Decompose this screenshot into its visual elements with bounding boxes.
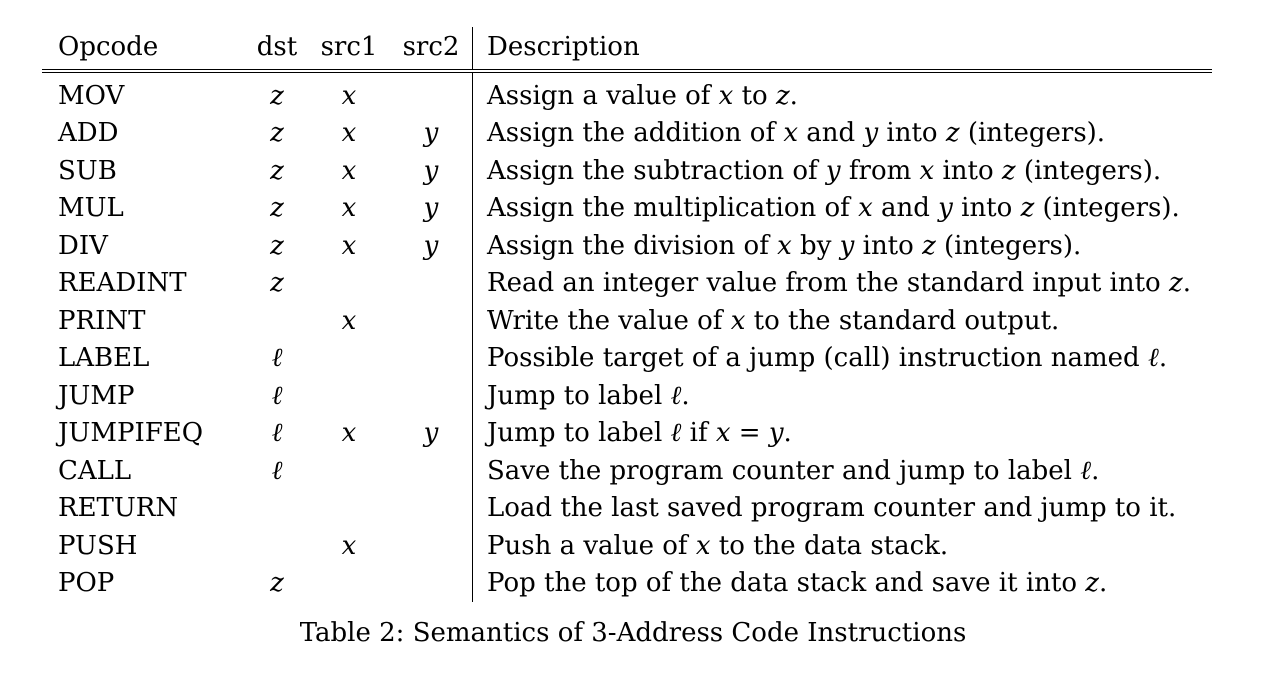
cell-description: Jump to label ℓ if x = y. bbox=[473, 415, 1213, 453]
header-src1: src1 bbox=[308, 27, 390, 71]
table-row bbox=[42, 527, 1212, 565]
cell-dst: z bbox=[270, 80, 284, 111]
cell-opcode: MOV bbox=[58, 80, 125, 111]
cell-src2 bbox=[390, 265, 473, 303]
cell-description: Jump to label ℓ. bbox=[473, 377, 1213, 415]
cell-src2: y bbox=[423, 118, 439, 149]
cell-description: Assign the addition of x and y into z (integers). bbox=[473, 115, 1213, 153]
cell-dst: z bbox=[270, 155, 284, 186]
table-row bbox=[42, 115, 1212, 153]
cell-src1 bbox=[308, 490, 390, 528]
table-row bbox=[42, 340, 1212, 378]
cell-opcode: POP bbox=[58, 568, 115, 599]
cell-dst bbox=[246, 302, 308, 340]
cell-opcode: LABEL bbox=[58, 343, 150, 374]
header-description: Description bbox=[473, 27, 1213, 71]
table-row bbox=[42, 302, 1212, 340]
cell-opcode: PRINT bbox=[58, 305, 146, 336]
cell-src1: x bbox=[341, 193, 357, 224]
header-dst: dst bbox=[246, 27, 308, 71]
cell-dst: ℓ bbox=[271, 343, 283, 374]
cell-dst: z bbox=[270, 230, 284, 261]
cell-src1 bbox=[308, 265, 390, 303]
cell-src1: x bbox=[341, 155, 357, 186]
cell-description: Assign the division of x by y into z (integers). bbox=[473, 227, 1213, 265]
table-row bbox=[42, 152, 1212, 190]
cell-opcode: SUB bbox=[58, 155, 117, 186]
cell-src2: y bbox=[423, 418, 439, 449]
cell-description: Save the program counter and jump to label ℓ. bbox=[473, 452, 1213, 490]
table-row bbox=[42, 71, 1212, 115]
cell-src1 bbox=[308, 377, 390, 415]
table-row bbox=[42, 227, 1212, 265]
cell-description: Possible target of a jump (call) instruction named ℓ. bbox=[473, 340, 1213, 378]
header-src2: src2 bbox=[390, 27, 473, 71]
cell-description: Assign the subtraction of y from x into z (integers). bbox=[473, 152, 1213, 190]
cell-description: Read an integer value from the standard input into z. bbox=[473, 265, 1213, 303]
table-body bbox=[42, 71, 1212, 602]
table-row bbox=[42, 565, 1212, 603]
cell-src1: x bbox=[341, 230, 357, 261]
cell-dst: z bbox=[270, 193, 284, 224]
cell-description: Write the value of x to the standard output. bbox=[473, 302, 1213, 340]
cell-opcode: DIV bbox=[58, 230, 108, 261]
cell-dst: z bbox=[270, 568, 284, 599]
cell-src2 bbox=[390, 527, 473, 565]
header-opcode: Opcode bbox=[42, 27, 246, 71]
cell-src2 bbox=[390, 452, 473, 490]
cell-src2: y bbox=[423, 230, 439, 261]
cell-src2 bbox=[390, 340, 473, 378]
cell-description: Push a value of x to the data stack. bbox=[473, 527, 1213, 565]
cell-dst: z bbox=[270, 118, 284, 149]
cell-dst: ℓ bbox=[271, 418, 283, 449]
cell-opcode: PUSH bbox=[58, 530, 138, 561]
cell-src2 bbox=[390, 302, 473, 340]
cell-dst bbox=[246, 527, 308, 565]
table-row bbox=[42, 490, 1212, 528]
cell-opcode: READINT bbox=[58, 268, 187, 299]
cell-src2 bbox=[390, 71, 473, 115]
instruction-table-container bbox=[42, 27, 1212, 602]
cell-src2: y bbox=[423, 155, 439, 186]
cell-dst: ℓ bbox=[271, 380, 283, 411]
table-row bbox=[42, 377, 1212, 415]
cell-opcode: RETURN bbox=[58, 493, 179, 524]
table-row bbox=[42, 190, 1212, 228]
cell-src1 bbox=[308, 565, 390, 603]
cell-description: Pop the top of the data stack and save it into z. bbox=[473, 565, 1213, 603]
cell-opcode: JUMP bbox=[58, 380, 135, 411]
cell-dst bbox=[246, 490, 308, 528]
cell-src1: x bbox=[341, 305, 357, 336]
cell-src2 bbox=[390, 377, 473, 415]
table-header-row bbox=[42, 27, 1212, 71]
cell-src1: x bbox=[341, 118, 357, 149]
cell-dst: ℓ bbox=[271, 455, 283, 486]
cell-src1: x bbox=[341, 418, 357, 449]
cell-opcode: CALL bbox=[58, 455, 132, 486]
cell-opcode: MUL bbox=[58, 193, 124, 224]
cell-opcode: ADD bbox=[58, 118, 119, 149]
cell-src2: y bbox=[423, 193, 439, 224]
instruction-table bbox=[42, 27, 1212, 602]
table-caption: Table 2: Semantics of 3-Address Code Instructions bbox=[299, 618, 967, 648]
cell-src2 bbox=[390, 490, 473, 528]
table-row bbox=[42, 265, 1212, 303]
cell-description: Assign a value of x to z. bbox=[473, 71, 1213, 115]
cell-src1 bbox=[308, 340, 390, 378]
cell-src1 bbox=[308, 452, 390, 490]
cell-src1: x bbox=[341, 530, 357, 561]
cell-opcode: JUMPIFEQ bbox=[58, 418, 204, 449]
table-row bbox=[42, 415, 1212, 453]
cell-src1: x bbox=[341, 80, 357, 111]
cell-dst: z bbox=[270, 268, 284, 299]
cell-description: Assign the multiplication of x and y into z (integers). bbox=[473, 190, 1213, 228]
cell-description: Load the last saved program counter and jump to it. bbox=[473, 490, 1213, 528]
table-row bbox=[42, 452, 1212, 490]
cell-src2 bbox=[390, 565, 473, 603]
